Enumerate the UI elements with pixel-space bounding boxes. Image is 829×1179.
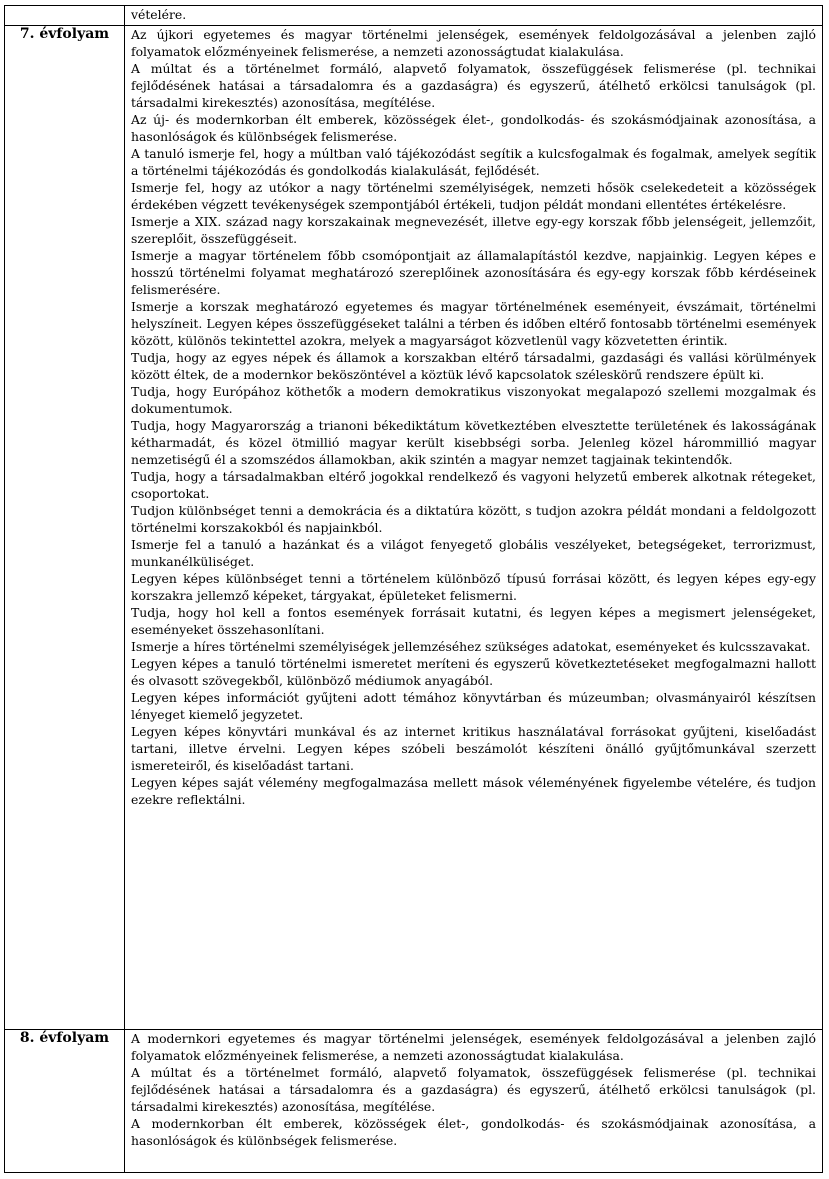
requirement-paragraph: Legyen képes könyvtári munkával és az internet kritikus használatával forrásokat gyűjteni, kiselőadást tartani, illetve érvelni. Legyen képes szóbeli beszámolót készíteni önálló gyűjtőmunkával szerzett ismereteiről, és kiselőadást tartani.: [131, 724, 816, 773]
requirement-paragraph: Legyen képes a tanuló történelmi ismeretet meríteni és egyszerű következtetéseket megfogalmazni hallott és olvasott szövegekből, különböző médiumok anyagából.: [131, 656, 816, 688]
requirement-paragraph: Az új- és modernkorban élt emberek, közösségek élet-, gondolkodás- és szokásmódjainak azonosítása, a hasonlóságok és különbségek felismerése.: [131, 112, 816, 144]
requirement-paragraph: Legyen képes különbséget tenni a történelem különböző típusú forrásai között, és legyen képes egy-egy korszakra jellemző képeket, tárgyakat, épületeket felismerni.: [131, 571, 816, 603]
requirement-paragraph: Ismerje fel a tanuló a hazánkat és a világot fenyegető globális veszélyeket, betegségeket, terrorizmust, munkanélküliséget.: [131, 537, 816, 569]
requirement-paragraph: Legyen képes információt gyűjteni adott témához könyvtárban és múzeumban; olvasmányairól készítsen lényeget kiemelő jegyzetet.: [131, 690, 816, 722]
requirement-paragraph: Tudja, hogy hol kell a fontos események forrásait kutatni, és legyen képes a megismert jelenségeket, eseményeket összehasonlítani.: [131, 605, 816, 637]
requirement-paragraph: A modernkori egyetemes és magyar történelmi jelenségek, események feldolgozásával a jelenben zajló folyamatok előzményeinek felismerése, a nemzeti azonosságtudat kialakulása.: [131, 1031, 816, 1063]
table-row: [5, 1030, 823, 1173]
requirement-paragraph: Ismerje a magyar történelem főbb csomópontjait az államalapítástól kezdve, napjainkig. Legyen képes e hosszú történelmi folyamat meghatározó szereplőinek azonosítására és egy-egy korszak főbb kérdéseinek felismerésére.: [131, 248, 816, 297]
grade-label: [5, 6, 125, 26]
requirement-paragraph: Tudja, hogy Európához köthetők a modern demokratikus viszonyokat megalapozó szellemi mozgalmak és dokumentumok.: [131, 384, 816, 416]
requirement-paragraph: Tudjon különbséget tenni a demokrácia és a diktatúra között, s tudjon azokra példát mondani a feldolgozott történelmi korszakokból és napjainkból.: [131, 503, 816, 535]
grade-label: 7. évfolyam: [5, 26, 125, 1030]
requirement-paragraph: Tudja, hogy a társadalmakban eltérő jogokkal rendelkező és vagyoni helyzetű emberek alkotnak rétegeket, csoportokat.: [131, 469, 816, 501]
requirement-paragraph: Ismerje fel, hogy az utókor a nagy történelmi személyiségek, nemzeti hősök cselekedeteit a közösségek érdekében végzett tevékenységek szempontjából értékeli, tudjon példát mondani ellentétes értékelésre.: [131, 180, 816, 212]
requirement-paragraph: Tudja, hogy az egyes népek és államok a korszakban eltérő társadalmi, gazdasági és vallási körülmények között éltek, de a modernkor beköszöntével a köztük lévő kapcsolatok széleskörű rendszere épült ki.: [131, 350, 816, 382]
grade-label: 8. évfolyam: [5, 1030, 125, 1173]
requirement-paragraph: A múltat és a történelmet formáló, alapvető folyamatok, összefüggések felismerése (pl. technikai fejlődésének hatásai a társadalomra és a gazdaságra) és egyszerű, átélhető erkölcsi tanulságok (pl. társadalmi kirekesztés) azonosítása, megítélése.: [131, 61, 816, 110]
requirement-paragraph: vételére.: [131, 7, 187, 22]
requirement-paragraph: Ismerje a híres történelmi személyiségek jellemzéséhez szükséges adatokat, eseményeket és kulcsszavakat.: [131, 639, 811, 654]
requirement-paragraph: Az újkori egyetemes és magyar történelmi jelenségek, események feldolgozásával a jelenben zajló folyamatok előzményeinek felismerése, a nemzeti azonosságtudat kialakulása.: [131, 27, 816, 59]
requirement-paragraph: Tudja, hogy Magyarország a trianoni békediktátum következtében elvesztette területének és lakosságának kétharmadát, és közel ötmillió magyar került kisebbségi sorba. Jelenleg közel hárommillió magyar nemzetiségű él a szomszédos államokban, akik szintén a magyar nemzet tagjainak tekintendők.: [131, 418, 816, 467]
requirement-paragraph: Legyen képes saját vélemény megfogalmazása mellett mások véleményének figyelembe vételére, és tudjon ezekre reflektálni.: [131, 775, 816, 807]
table-row: [5, 6, 823, 26]
requirement-paragraph: Ismerje a korszak meghatározó egyetemes és magyar történelmének eseményeit, évszámait, történelmi helyszíneit. Legyen képes összefüggéseket találni a térben és időben eltérő fontosabb történelmi események között, különös tekintettel azokra, melyek a magyarságot közvetlenül vagy közvetetten érintik.: [131, 299, 816, 348]
requirement-paragraph: A modernkorban élt emberek, közösségek élet-, gondolkodás- és szokásmódjainak azonosítása, a hasonlóságok és különbségek felismerése.: [131, 1116, 816, 1148]
curriculum-table: [4, 5, 823, 1173]
requirement-paragraph: A múltat és a történelmet formáló, alapvető folyamatok, összefüggések felismerése (pl. technikai fejlődésének hatásai a társadalomra és a gazdaságra) és egyszerű, átélhető erkölcsi tanulságok (pl. társadalmi kirekesztés) azonosítása, megítélése.: [131, 1065, 816, 1114]
requirements-cell: [125, 6, 823, 26]
requirements-cell: [125, 26, 823, 1030]
requirement-paragraph: Ismerje a XIX. század nagy korszakainak megnevezését, illetve egy-egy korszak főbb jelenségeit, jellemzőit, szereplőit, összefüggéseit.: [131, 214, 816, 246]
requirement-paragraph: A tanuló ismerje fel, hogy a múltban való tájékozódást segítik a kulcsfogalmak és fogalmak, amelyek segítik a történelmi tájékozódás és gondolkodás kialakulását, fejlődését.: [131, 146, 816, 178]
requirements-cell: [125, 1030, 823, 1173]
table-row: [5, 26, 823, 1030]
